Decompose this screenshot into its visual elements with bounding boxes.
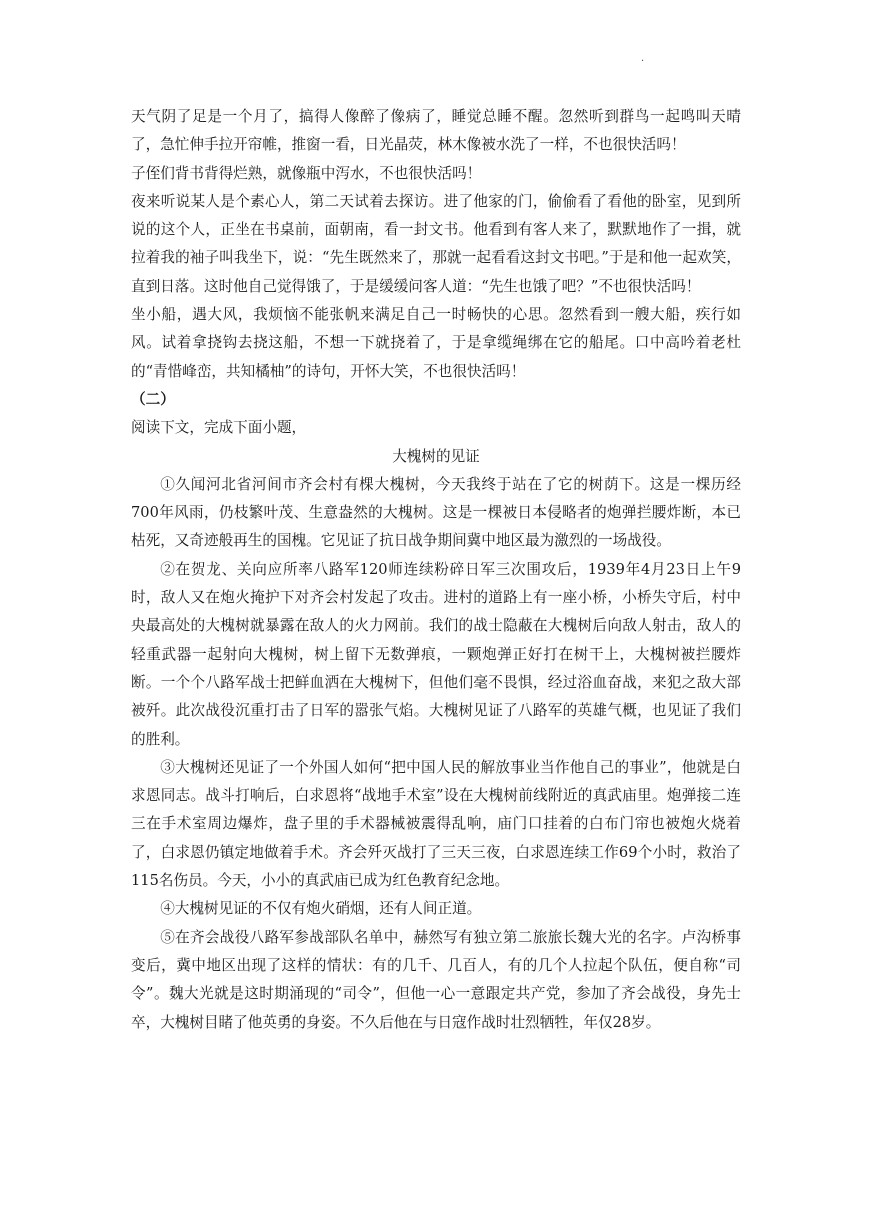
article-paragraph-4: ④大槐树见证的不仅有炮火硝烟，还有人间正道。 xyxy=(160,900,482,918)
document-content xyxy=(131,103,741,1037)
translation-paragraph-1: 天气阴了足是一个月了，搞得人像醉了像病了，睡觉总睡不醒。忽然听到群鸟一起鸣叫天晴了，急忙伸手拉开帘帷，推窗一看，日光晶荧，林木像被水洗了一样，不也很快活吗！ xyxy=(131,108,741,154)
reading-instruction: 阅读下文，完成下面小题， xyxy=(131,419,307,437)
translation-paragraph-3: 夜来听说某人是个素心人，第二天试着去探访。进了他家的门，偷偷看了看他的卧室，见到所说的这个人，正坐在书桌前，面朝南，看一封文书。他看到有客人来了，默默地作了一揖，就拉着我的袖子叫我坐下，说：“先生既然来了，那就一起看看这封文书吧。”于是和他一起欢笑，直到日落。这时他自己觉得饿了，于是缓缓问客人道：“先生也饿了吧？”不也很快活吗！ xyxy=(131,192,741,295)
header-dot: . xyxy=(641,53,645,64)
section-heading: （二） xyxy=(131,390,175,408)
article-paragraph-2: ②在贺龙、关向应所率八路军120师连续粉碎日军三次围攻后，1939年4月23日上午9时，敌人又在炮火掩护下对齐会村发起了攻击。进村的道路上有一座小桥，小桥失守后，村中央最高处的大槐树就暴露在敌人的火力网前。我们的战士隐蔽在大槐树后向敌人射击，敌人的轻重武器一起射向大槐树，树上留下无数弹痕，一颗炮弹正好打在树干上，大槐树被拦腰炸断。一个个八路军战士把鲜血洒在大槐树下，但他们毫不畏惧，经过浴血奋战，来犯之敌大部被歼。此次战役沉重打击了日军的嚣张气焰。大槐树见证了八路军的英雄气概，也见证了我们的胜利。 xyxy=(131,560,741,748)
translation-paragraph-2: 子侄们背书背得烂熟，就像瓶中泻水，不也很快活吗！ xyxy=(131,164,482,182)
article-title: 大槐树的见证 xyxy=(392,447,480,465)
article-paragraph-5: ⑤在齐会战役八路军参战部队名单中，赫然写有独立第二旅旅长魏大光的名字。卢沟桥事变后，冀中地区出现了这样的情状：有的几千、几百人，有的几个人拉起个队伍，便自称“司令”。魏大光就是这时期涌现的“司令”，但他一心一意跟定共产党，参加了齐会战役，身先士卒，大槐树目睹了他英勇的身姿。不久后他在与日寇作战时壮烈牺牲，年仅28岁。 xyxy=(131,928,741,1031)
translation-paragraph-4: 坐小船，遇大风，我烦恼不能张帆来满足自己一时畅快的心思。忽然看到一艘大船，疾行如风。试着拿挠钩去挠这船，不想一下就挠着了，于是拿缆绳绑在它的船尾。口中高吟着老杜的“青惜峰峦，共知橘柚”的诗句，开怀大笑，不也很快活吗！ xyxy=(131,306,741,380)
article-paragraph-1: ①久闻河北省河间市齐会村有棵大槐树，今天我终于站在了它的树荫下。这是一棵历经700年风雨，仍枝繁叶茂、生意盎然的大槐树。这是一棵被日本侵略者的炮弹拦腰炸断，本已枯死，又奇迹般再生的国槐。它见证了抗日战争期间冀中地区最为激烈的一场战役。 xyxy=(131,475,741,550)
article-paragraph-3: ③大槐树还见证了一个外国人如何“把中国人民的解放事业当作他自己的事业”，他就是白求恩同志。战斗打响后，白求恩将“战地手术室”设在大槐树前线附近的真武庙里。炮弹接二连三在手术室周边爆炸，盘子里的手术器械被震得乱响，庙门口挂着的白布门帘也被炮火烧着了，白求恩仍镇定地做着手术。齐会歼灭战打了三天三夜，白求恩连续工作69个小时，救治了115名伤员。今天，小小的真武庙已成为红色教育纪念地。 xyxy=(131,758,741,890)
